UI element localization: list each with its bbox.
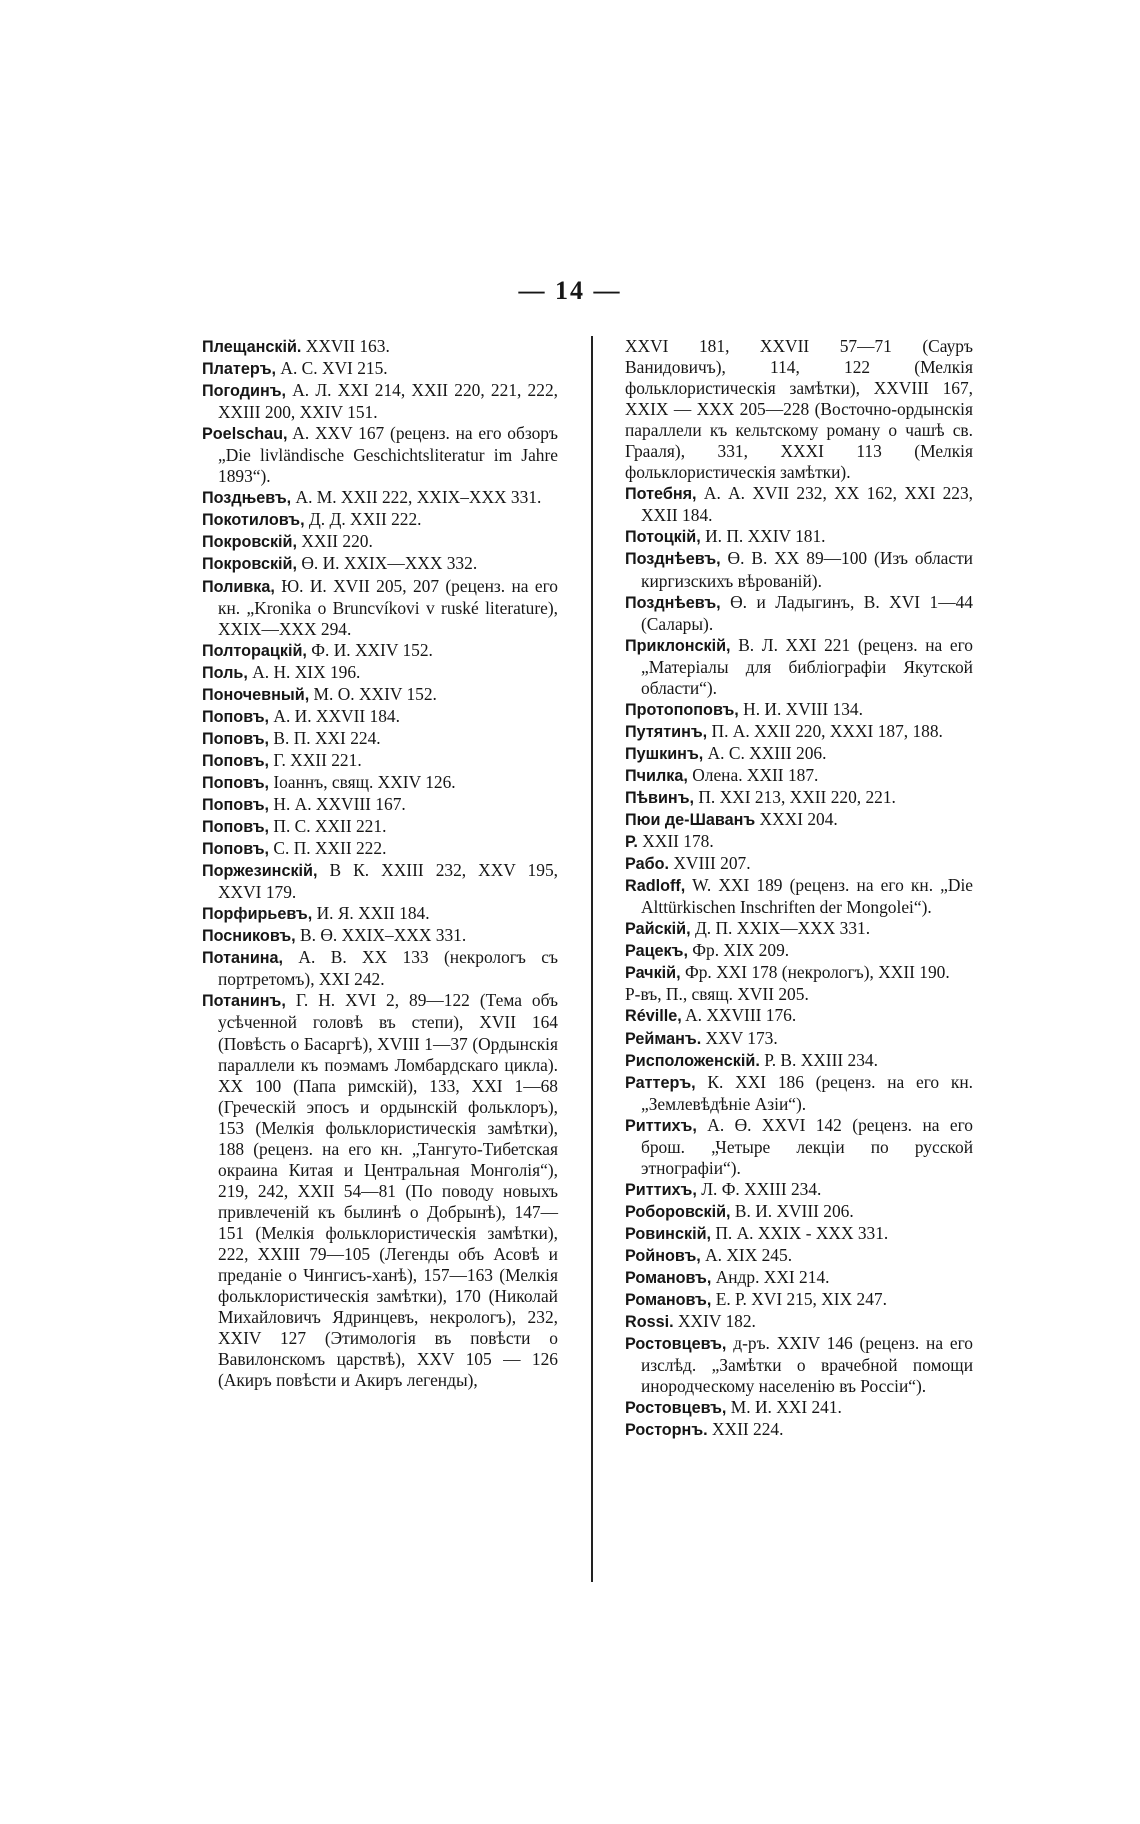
entry-name: Потанинъ, [202,992,286,1011]
index-entry [625,787,973,809]
entry-name: Поповъ, [202,818,270,837]
entry-name: Райскій, [625,920,691,939]
entry-references: XXII 220. [297,531,373,552]
entry-references: Д. Д. XXII 222. [304,509,422,530]
index-entry [625,1179,973,1201]
entry-name: Потоцкій, [625,528,701,547]
index-entry [202,662,558,684]
index-entry [625,548,973,591]
index-entry [625,1311,973,1333]
entry-references: В. Ө. XXIX–XXX 331. [295,925,467,946]
entry-name: Пѣвинъ, [625,788,694,807]
entry-name: Покровскій, [202,533,297,552]
index-entry [202,728,558,750]
entry-name: Путятинъ, [625,722,708,741]
entry-references: А. С. XVI 215. [276,358,388,379]
index-entry [202,576,558,640]
index-entry [202,380,558,423]
entry-name: Рисположенскій. [625,1051,760,1070]
index-entry [625,1028,973,1050]
index-entry [202,750,558,772]
entry-name: Поздњевъ, [202,489,292,508]
entry-references: XXII 224. [707,1419,784,1440]
entry-references: A. XXVIII 176. [681,1005,797,1026]
entry-name: Полторацкій, [202,641,307,660]
index-entry [202,794,558,816]
index-entry [625,1072,973,1115]
index-entry [202,487,558,509]
entry-name: Поповъ, [202,707,270,726]
index-entry [625,1397,973,1419]
entry-references: Ю. И. XVII 205, 207 (реценз. на его кн. „Kronika o Bruncvíkovi v ruské literature), XXIX—XXX 294. [218,575,558,639]
entry-name: Росторнъ. [625,1421,708,1440]
index-entry [202,903,558,925]
index-entry [202,706,558,728]
index-entry [625,831,973,853]
entry-references: П. С. XXII 221. [269,816,387,837]
index-entry [625,483,973,526]
entry-references: А. Л. XXI 214, XXII 220, 221, 222, XXIII 200, XXIV 151. [218,380,558,423]
entry-name: Пушкинъ, [625,744,704,763]
index-entry [625,1050,973,1072]
index-entry [625,875,973,918]
entry-name: Погодинъ, [202,382,287,401]
index-column-left [202,336,558,1391]
entry-name: Пчилка, [625,766,688,785]
entry-name: Потанина, [202,949,284,968]
entry-name: Плещанскій. [202,338,302,356]
entry-references: В. Л. XXI 221 (реценз. на его „Матеріалы для библіографіи Якутской области“). [641,634,973,698]
entry-name: Риттихъ, [625,1116,697,1135]
entry-references: П. А. XXIX - XXX 331. [711,1222,889,1243]
index-entry [625,635,973,699]
entry-name: Покотиловъ, [202,511,305,530]
entry-name: Раттеръ, [625,1073,696,1092]
entry-name: Покровскій, [202,555,297,574]
entry-references: Ө. и Ладыгинъ, В. XVI 1—44 (Салары). [641,591,973,634]
entry-references: М. О. XXIV 152. [309,683,437,704]
entry-name: Ровинскій, [625,1224,712,1243]
entry-name: Рацекъ, [625,942,688,961]
entry-references: XVIII 207. [668,853,751,874]
entry-name: Пюи де-Шаванъ [625,811,756,830]
entry-name: Риттихъ, [625,1180,697,1199]
entry-references: С. П. XXII 222. [269,838,387,859]
column-divider [591,336,593,1582]
entry-name: Пoржeзинскій, [202,862,318,881]
entry-references: д-ръ. XXIV 146 (реценз. на его изслѣд. „Замѣтки о врачебной помощи инородческому населенію въ Россіи“). [641,1333,973,1397]
entry-references: М. И. XXI 241. [726,1397,842,1418]
entry-name: Поповъ, [202,795,270,814]
index-entry [202,838,558,860]
entry-name: Позднѣевъ, [625,550,721,569]
entry-name: Р. [625,833,638,852]
index-entry [625,743,973,765]
entry-references: А. С. XXIII 206. [703,742,827,763]
entry-references: Іоаннъ, свящ. XXIV 126. [269,771,456,792]
entry-name: Поночевный, [202,685,310,704]
index-entry [625,1005,973,1027]
entry-name: Réville, [625,1007,682,1026]
entry-references: W. XXI 189 (реценз. на его кн. „Die Alttürkischen Inschriften der Mongolei“). [641,875,973,918]
entry-references: А. В. XX 133 (некрологъ съ портретомъ), XXI 242. [218,947,558,990]
entry-name: Поповъ, [202,840,270,859]
entry-name: Рачкій, [625,964,681,983]
index-entry [202,684,558,706]
entry-references: Г. Н. XVI 2, 89—122 (Тема объ усѣченной головѣ въ степи), XVII 164 (Повѣсть о Басаргѣ), XVIII 1—37 (Ордынскія параллели къ поэмамъ Ломбардскаго цикла). XX 100 (Папа римскій), 133, XXI 1—68 (Греческій эпосъ и ордынскій фольклоръ), 153 (Мелкія фольклористическія замѣтки), 188 (реценз. на его кн. „Тангуто-Тибетская окраина Китая и Центральная Монголія“), 219, 242, XXII 54—81 (По поводу новыхъ привлеченій къ былинѣ о Добрынѣ), 147—151 (Мелкія фольклористическія замѣтки), 222, XXIII 79—105 (Легенды объ Асовѣ и преданіе о Чингисъ-ханѣ), 157—163 (Мелкія фольклористическія замѣтки), 170 (Николай Михайловичъ Ядринцевъ, некрологъ), 232, XXIV 127 (Этимологія въ повѣсти о Вавилонскомъ царствѣ), XXV 105 — 126 (Акиръ повѣсти и Акиръ легенды), [218,990,558,1391]
entry-name: Посниковъ, [202,927,296,946]
entry-references: Фр. XIX 209. [687,940,790,961]
page-number: — 14 — [518,276,622,305]
entry-references: Ө. И. XXIX—XXX 332. [297,553,478,574]
index-entry [625,984,973,1005]
index-entry [625,1245,973,1267]
entry-name: Поповъ, [202,773,270,792]
entry-name: Rossi. [625,1313,674,1332]
entry-name: Приклонскій, [625,636,731,655]
index-entry [202,531,558,553]
entry-references: Ө. В. XX 89—100 (Изъ области киргизскихъ вѣрованій). [641,548,973,591]
entry-name: Рабо. [625,855,669,874]
entry-references: В К. XXIII 232, XXV 195, XXVI 179. [218,860,558,903]
index-entry [625,1201,973,1223]
entry-references: XXV 173. [701,1027,778,1048]
entry-name: Поль, [202,663,248,682]
entry-references: Фр. XXI 178 (некрологъ), XXII 190. [680,962,950,983]
index-entry [625,809,973,831]
index-entry [625,592,973,635]
entry-references: A. XXV 167 (реценз. на его обзоръ „Die livländische Geschichtsliteratur im Jahre 1893“). [218,423,558,487]
index-entry [625,1419,973,1441]
entry-name: Роборовскій, [625,1202,731,1221]
index-entry [625,699,973,721]
entry-references: Л. Ф. XXIII 234. [696,1178,822,1199]
index-entry [625,765,973,787]
index-entry [202,509,558,531]
entry-references: XXIV 182. [673,1311,756,1332]
index-entry [625,918,973,940]
index-entry [625,336,973,483]
entry-name: Поливка, [202,577,275,596]
entry-references: В. П. XXI 224. [269,727,381,748]
entry-name: Позднѣевъ, [625,593,721,612]
index-entry [202,816,558,838]
entry-references: XXXI 204. [755,809,838,830]
entry-references: К. XXI 186 (реценз. на его кн. „Землевѣдѣніе Азіи“). [641,1071,973,1114]
index-column-right [625,336,973,1441]
entry-name: Протопоповъ, [625,700,739,719]
entry-name: Поповъ, [202,729,270,748]
index-entry [202,336,558,358]
index-entry [202,358,558,380]
entry-references: А. Ө. XXVI 142 (реценз. на его брош. „Четыре лекціи по русской этнографіи“). [641,1114,973,1178]
entry-references: П. А. XXII 220, XXXI 187, 188. [707,720,943,741]
entry-references: Олена. XXII 187. [687,764,819,785]
entry-name: Потебня, [625,485,697,504]
index-entry [202,990,558,1391]
entry-name: Романовъ, [625,1269,712,1288]
entry-references: Н. И. XVIII 134. [738,698,863,719]
index-entry [625,1267,973,1289]
entry-references: XXII 178. [637,831,714,852]
entry-name: Ростовцевъ, [625,1399,727,1418]
entry-references: Ф. И. XXIV 152. [306,639,433,660]
index-entry [202,772,558,794]
entry-references: XXVII 163. [301,336,390,356]
entry-references: Р. В. XXIII 234. [759,1049,878,1070]
entry-references: Андр. XXI 214. [711,1267,830,1288]
entry-references: Д. П. XXIX—XXX 331. [690,918,871,939]
index-entry [202,925,558,947]
index-entry [625,962,973,984]
entry-references: А. М. XXII 222, XXIX–XXX 331. [291,487,542,508]
index-entry [625,940,973,962]
index-entry [625,1223,973,1245]
entry-references: П. XXI 213, XXII 220, 221. [694,786,896,807]
entry-references: А. XIX 245. [700,1244,793,1265]
entry-name: Ройновъ, [625,1246,701,1265]
entry-name: Романовъ, [625,1291,712,1310]
entry-name: Poelschau, [202,425,288,444]
entry-references: И. П. XXIV 181. [700,526,826,547]
entry-name: Рейманъ. [625,1029,702,1048]
entry-references: XXVI 181, XXVII 57—71 (Сауръ Ванидовичъ), 114, 122 (Мелкія фольклористическія замѣтки), XXVIII 167, XXIX — XXX 205—228 (Восточно-ордынскія параллели къ кельтскому роману о чашѣ св. Грааля), 331, XXXI 113 (Мелкія фольклористическія замѣтки). [625,336,973,483]
index-entry [625,1115,973,1179]
entry-references: А. Н. XIX 196. [247,661,361,682]
entry-name: Ростовцевъ, [625,1335,727,1354]
entry-references: Н. А. XXVIII 167. [269,793,406,814]
entry-name: Radloff, [625,877,686,896]
index-entry [202,640,558,662]
index-entry [625,1289,973,1311]
index-entry [202,860,558,903]
entry-name: Платеръ, [202,360,277,379]
entry-references: Е. Р. XVI 215, XIX 247. [711,1289,887,1310]
index-entry [625,526,973,548]
index-entry [202,947,558,990]
index-entry [202,553,558,575]
index-entry [202,423,558,487]
entry-name: Поповъ, [202,751,270,770]
entry-references: В. И. XVIII 206. [730,1200,854,1221]
entry-name: Порфирьевъ, [202,905,313,924]
index-entry [625,721,973,743]
entry-references: Р-въ, П., свящ. XVII 205. [625,984,809,1005]
entry-references: И. Я. XXII 184. [312,903,430,924]
entry-references: А. А. XVII 232, XX 162, XXI 223, XXII 184. [641,483,973,526]
entry-references: Г. XXII 221. [269,749,362,770]
index-entry [625,1333,973,1397]
entry-references: А. И. XXVII 184. [269,705,400,726]
index-entry [625,853,973,875]
